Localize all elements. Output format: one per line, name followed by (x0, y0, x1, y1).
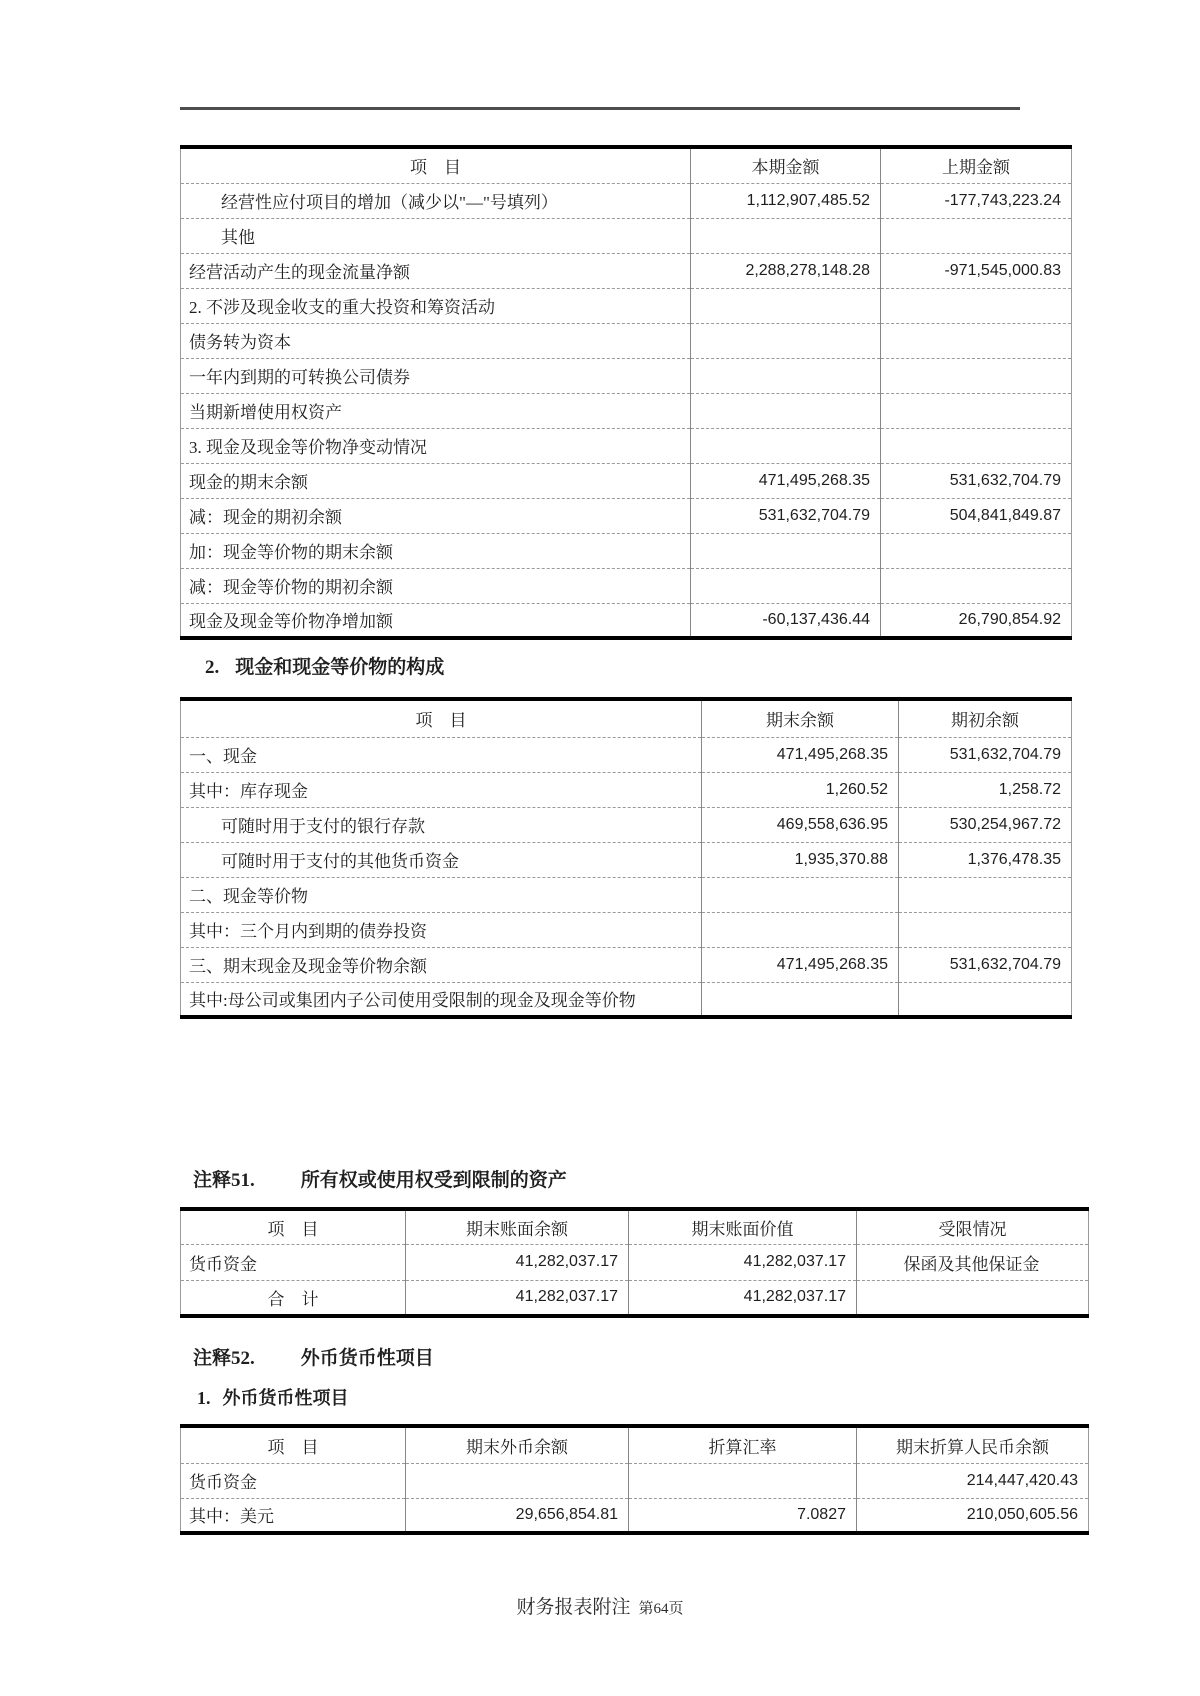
cell-value: 41,282,037.17 (406, 1280, 629, 1316)
row-label: 一年内到期的可转换公司债券 (181, 358, 691, 393)
table-row (181, 982, 1072, 1017)
table-row (181, 428, 1072, 463)
column-header: 期末账面余额 (406, 1209, 629, 1244)
cell-value (406, 1463, 629, 1498)
table-row (181, 288, 1072, 323)
column-header: 项 目 (410, 158, 461, 178)
column-header: 项 目 (267, 1437, 319, 1457)
footer-title: 财务报表附注 (516, 1597, 631, 1618)
row-label: 二、现金等价物 (181, 877, 702, 912)
table-row (181, 1244, 1089, 1280)
table-row (181, 218, 1072, 253)
page-number: 第64页 (638, 1601, 684, 1617)
row-label: 3. 现金及现金等价物净变动情况 (181, 428, 691, 463)
table-row (181, 253, 1072, 288)
cell-value (691, 428, 881, 463)
cell-value (702, 877, 899, 912)
row-label: 减：现金的期初余额 (181, 498, 691, 533)
row-label: 三、期末现金及现金等价物余额 (181, 947, 702, 982)
cell-value: 531,632,704.79 (899, 737, 1072, 772)
cell-value: 1,112,907,485.52 (691, 183, 881, 218)
cell-value: 41,282,037.17 (629, 1244, 857, 1280)
cell-value: -177,743,223.24 (881, 183, 1072, 218)
table-header-row (181, 1209, 1089, 1244)
cell-value: 41,282,037.17 (629, 1280, 857, 1316)
cell-value (881, 393, 1072, 428)
cell-value (691, 533, 881, 568)
cell-value: 471,495,268.35 (702, 947, 899, 982)
cell-value: 214,447,420.43 (857, 1463, 1089, 1498)
cell-value: -60,137,436.44 (691, 603, 881, 638)
table-row (181, 947, 1072, 982)
row-label: 债务转为资本 (181, 323, 691, 358)
cell-value: 210,050,605.56 (857, 1498, 1089, 1533)
table-row (181, 533, 1072, 568)
row-label: 现金及现金等价物净增加额 (181, 603, 691, 638)
cell-value (691, 288, 881, 323)
cell-value (691, 323, 881, 358)
cell-value: 531,632,704.79 (881, 463, 1072, 498)
restricted-assets-table (180, 1207, 1089, 1318)
table-row (181, 842, 1072, 877)
column-header: 上期金额 (881, 147, 1072, 183)
row-label: 其中：库存现金 (181, 772, 702, 807)
table-row (181, 772, 1072, 807)
cell-value: 530,254,967.72 (899, 807, 1072, 842)
cash-flow-supplement-table (180, 145, 1072, 640)
column-header: 项 目 (267, 1219, 319, 1239)
table-row (181, 393, 1072, 428)
cell-value: 1,935,370.88 (702, 842, 899, 877)
cell-value: 2,288,278,148.28 (691, 253, 881, 288)
note52-subheading (197, 1384, 349, 1410)
foreign-currency-items-table (180, 1424, 1089, 1535)
note51-heading (193, 1165, 567, 1192)
table-row (181, 877, 1072, 912)
column-header: 期初余额 (899, 699, 1072, 737)
cell-value: 469,558,636.95 (702, 807, 899, 842)
cell-value: 1,258.72 (899, 772, 1072, 807)
table-row (181, 603, 1072, 638)
row-label: 货币资金 (181, 1244, 406, 1280)
cell-value (899, 877, 1072, 912)
cell-value: 保函及其他保证金 (857, 1244, 1089, 1280)
cell-value (899, 912, 1072, 947)
cell-value (899, 982, 1072, 1017)
section-heading-cash-composition (205, 652, 444, 679)
row-label: 其中:母公司或集团内子公司使用受限制的现金及现金等价物 (181, 982, 702, 1017)
column-header: 折算汇率 (629, 1426, 857, 1463)
cell-value: 471,495,268.35 (691, 463, 881, 498)
row-label: 其中：美元 (181, 1498, 406, 1533)
note-number: 注释52. (193, 1348, 255, 1369)
cell-value (881, 288, 1072, 323)
table-header-row (181, 147, 1072, 183)
row-label: 一、现金 (181, 737, 702, 772)
table-row (181, 1498, 1089, 1533)
table-row (181, 498, 1072, 533)
cash-equivalents-composition-table (180, 697, 1072, 1019)
table-header-row (181, 1426, 1089, 1463)
row-label: 可随时用于支付的银行存款 (181, 807, 702, 842)
table-row (181, 807, 1072, 842)
column-header: 本期金额 (691, 147, 881, 183)
cell-value: 29,656,854.81 (406, 1498, 629, 1533)
column-header: 项 目 (415, 711, 467, 731)
cell-value: 1,260.52 (702, 772, 899, 807)
cell-value (857, 1280, 1089, 1316)
table-row (181, 358, 1072, 393)
cell-value: 504,841,849.87 (881, 498, 1072, 533)
table-row (181, 737, 1072, 772)
table-header-row (181, 699, 1072, 737)
row-label: 可随时用于支付的其他货币资金 (181, 842, 702, 877)
cell-value (702, 912, 899, 947)
cell-value (691, 568, 881, 603)
cell-value (881, 568, 1072, 603)
row-label: 2. 不涉及现金收支的重大投资和筹资活动 (181, 288, 691, 323)
cell-value (691, 393, 881, 428)
row-label: 货币资金 (181, 1463, 406, 1498)
subsection-number: 1. (197, 1388, 211, 1408)
table-row (181, 463, 1072, 498)
row-label: 经营活动产生的现金流量净额 (181, 253, 691, 288)
cell-value (881, 428, 1072, 463)
cell-value (881, 218, 1072, 253)
row-label: 其他 (181, 218, 691, 253)
section-number: 2. (205, 657, 220, 678)
cell-value (881, 358, 1072, 393)
page-footer (0, 1592, 1200, 1619)
table-row (181, 183, 1072, 218)
column-header: 受限情况 (857, 1209, 1089, 1244)
row-label: 当期新增使用权资产 (181, 393, 691, 428)
row-label: 现金的期末余额 (181, 463, 691, 498)
column-header: 期末折算人民币余额 (857, 1426, 1089, 1463)
column-header: 期末余额 (702, 699, 899, 737)
note-title: 外币货币性项目 (300, 1348, 434, 1369)
cell-value (881, 323, 1072, 358)
cell-value (629, 1463, 857, 1498)
cell-value: -971,545,000.83 (881, 253, 1072, 288)
cell-value: 471,495,268.35 (702, 737, 899, 772)
cell-value (691, 358, 881, 393)
table-row (181, 568, 1072, 603)
cell-value (881, 533, 1072, 568)
row-label: 合 计 (181, 1280, 406, 1316)
cell-value: 7.0827 (629, 1498, 857, 1533)
page-header-rule (180, 107, 1020, 110)
note-number: 注释51. (193, 1170, 255, 1191)
section-title: 现金和现金等价物的构成 (235, 657, 445, 678)
cell-value: 26,790,854.92 (881, 603, 1072, 638)
cell-value (691, 218, 881, 253)
table-row (181, 323, 1072, 358)
cell-value: 41,282,037.17 (406, 1244, 629, 1280)
note-title: 所有权或使用权受到限制的资产 (300, 1170, 567, 1191)
row-label: 加：现金等价物的期末余额 (181, 533, 691, 568)
row-label: 其中：三个月内到期的债券投资 (181, 912, 702, 947)
cell-value: 1,376,478.35 (899, 842, 1072, 877)
table-row (181, 1280, 1089, 1316)
table-row (181, 912, 1072, 947)
cell-value: 531,632,704.79 (899, 947, 1072, 982)
column-header: 期末外币余额 (406, 1426, 629, 1463)
note52-heading (193, 1343, 434, 1370)
table-row (181, 1463, 1089, 1498)
cell-value (702, 982, 899, 1017)
column-header: 期末账面价值 (629, 1209, 857, 1244)
row-label: 经营性应付项目的增加（减少以"—"号填列） (181, 183, 691, 218)
cell-value: 531,632,704.79 (691, 498, 881, 533)
row-label: 减：现金等价物的期初余额 (181, 568, 691, 603)
subsection-title: 外币货币性项目 (222, 1388, 349, 1408)
